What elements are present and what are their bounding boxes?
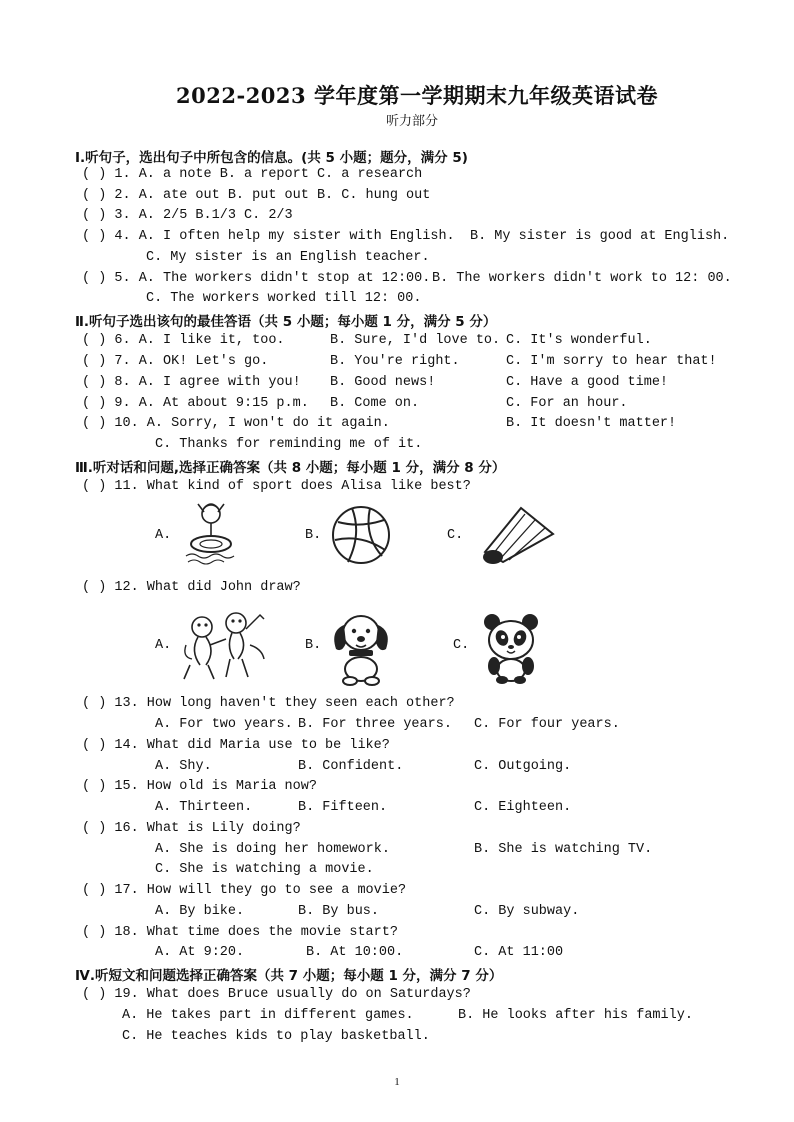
question-9-b: B. Come on. bbox=[330, 396, 420, 411]
section-1-heading: I.听句子，选出句子中所包含的信息。(共 5 小题；题分，满分 5) bbox=[75, 150, 468, 166]
puppy-picture bbox=[330, 607, 392, 687]
section-3-heading: Ⅲ.听对话和问题,选择正确答案（共 8 小题；每小题 1 分，满分 8 分） bbox=[75, 460, 506, 476]
question-6-b: B. Sure, I'd love to. bbox=[330, 333, 501, 348]
question-1: ( ) 1. A. a note B. a report C. a research bbox=[82, 167, 423, 182]
q12-label-b: B. bbox=[305, 638, 322, 653]
question-9-a: ( ) 9. A. At about 9:15 p.m. bbox=[82, 396, 309, 411]
q17-option-a: A. By bike. bbox=[155, 904, 245, 919]
page-number: 1 bbox=[394, 1076, 400, 1088]
question-7-b: B. You're right. bbox=[330, 354, 460, 369]
q13-option-a: A. For two years. bbox=[155, 717, 293, 732]
section-4-heading: Ⅳ.听短文和问题选择正确答案（共 7 小题；每小题 1 分，满分 7 分） bbox=[75, 968, 503, 984]
q19-option-c: C. He teaches kids to play basketball. bbox=[122, 1029, 430, 1044]
exam-subtitle: 听力部分 bbox=[385, 114, 438, 129]
q15-option-c: C. Eighteen. bbox=[474, 800, 572, 815]
q11-label-c: C. bbox=[447, 528, 464, 543]
section-2-heading: Ⅱ.听句子选出该句的最佳答语（共 5 小题；每小题 1 分，满分 5 分） bbox=[75, 314, 497, 330]
question-8-a: ( ) 8. A. I agree with you! bbox=[82, 375, 301, 390]
q12-label-a: A. bbox=[155, 638, 172, 653]
panda-picture bbox=[480, 612, 542, 684]
question-9-c: C. For an hour. bbox=[506, 396, 628, 411]
q16-option-c: C. She is watching a movie. bbox=[155, 862, 374, 877]
question-18: ( ) 18. What time does the movie start? bbox=[82, 925, 398, 940]
question-11: ( ) 11. What kind of sport does Alisa like best? bbox=[82, 479, 471, 494]
q15-option-b: B. Fifteen. bbox=[298, 800, 388, 815]
question-2: ( ) 2. A. ate out B. put out B. C. hung out bbox=[82, 188, 431, 203]
q16-option-a: A. She is doing her homework. bbox=[155, 842, 390, 857]
question-10-c: C. Thanks for reminding me of it. bbox=[155, 437, 423, 452]
question-7-a: ( ) 7. A. OK! Let's go. bbox=[82, 354, 269, 369]
question-4-option-a: ( ) 4. A. I often help my sister with English. bbox=[82, 229, 455, 244]
q17-option-c: C. By subway. bbox=[474, 904, 580, 919]
question-12: ( ) 12. What did John draw? bbox=[82, 580, 301, 595]
q15-option-a: A. Thirteen. bbox=[155, 800, 253, 815]
q11-label-a: A. bbox=[155, 528, 172, 543]
q14-option-c: C. Outgoing. bbox=[474, 759, 572, 774]
question-15: ( ) 15. How old is Maria now? bbox=[82, 779, 317, 794]
q18-option-c: C. At 11:00 bbox=[474, 945, 564, 960]
question-5-option-a: ( ) 5. A. The workers didn't stop at 12:00. bbox=[82, 271, 431, 286]
monkeys-picture bbox=[180, 605, 270, 687]
q14-option-a: A. Shy. bbox=[155, 759, 212, 774]
q19-option-a: A. He takes part in different games. bbox=[122, 1008, 414, 1023]
question-4-option-c: C. My sister is an English teacher. bbox=[146, 250, 430, 265]
q13-option-b: B. For three years. bbox=[298, 717, 452, 732]
question-7-c: C. I'm sorry to hear that! bbox=[506, 354, 717, 369]
q12-label-c: C. bbox=[453, 638, 470, 653]
question-10-b: B. It doesn't matter! bbox=[506, 416, 677, 431]
q17-option-b: B. By bus. bbox=[298, 904, 380, 919]
question-5-option-c: C. The workers worked till 12: 00. bbox=[146, 291, 422, 306]
q16-option-b: B. She is watching TV. bbox=[474, 842, 653, 857]
question-5-option-b: B. The workers didn't work to 12: 00. bbox=[432, 271, 732, 286]
volleyball-picture bbox=[330, 504, 392, 566]
shuttlecock-picture bbox=[475, 500, 560, 568]
question-4-option-b: B. My sister is good at English. bbox=[470, 229, 730, 244]
question-13: ( ) 13. How long haven't they seen each other? bbox=[82, 696, 455, 711]
q19-option-b: B. He looks after his family. bbox=[458, 1008, 693, 1023]
swimming-picture bbox=[180, 498, 242, 568]
question-16: ( ) 16. What is Lily doing? bbox=[82, 821, 301, 836]
question-14: ( ) 14. What did Maria use to be like? bbox=[82, 738, 390, 753]
question-6-a: ( ) 6. A. I like it, too. bbox=[82, 333, 285, 348]
q18-option-a: A. At 9:20. bbox=[155, 945, 245, 960]
question-10-a: ( ) 10. A. Sorry, I won't do it again. bbox=[82, 416, 390, 431]
question-8-c: C. Have a good time! bbox=[506, 375, 669, 390]
q13-option-c: C. For four years. bbox=[474, 717, 620, 732]
question-19: ( ) 19. What does Bruce usually do on Saturdays? bbox=[82, 987, 471, 1002]
question-3: ( ) 3. A. 2/5 B.1/3 C. 2/3 bbox=[82, 208, 293, 223]
q14-option-b: B. Confident. bbox=[298, 759, 404, 774]
question-6-c: C. It's wonderful. bbox=[506, 333, 652, 348]
q18-option-b: B. At 10:00. bbox=[306, 945, 404, 960]
q11-label-b: B. bbox=[305, 528, 322, 543]
exam-title: 2022-2023 学年度第一学期期末九年级英语试卷 bbox=[176, 83, 658, 108]
question-8-b: B. Good news! bbox=[330, 375, 436, 390]
question-17: ( ) 17. How will they go to see a movie? bbox=[82, 883, 407, 898]
